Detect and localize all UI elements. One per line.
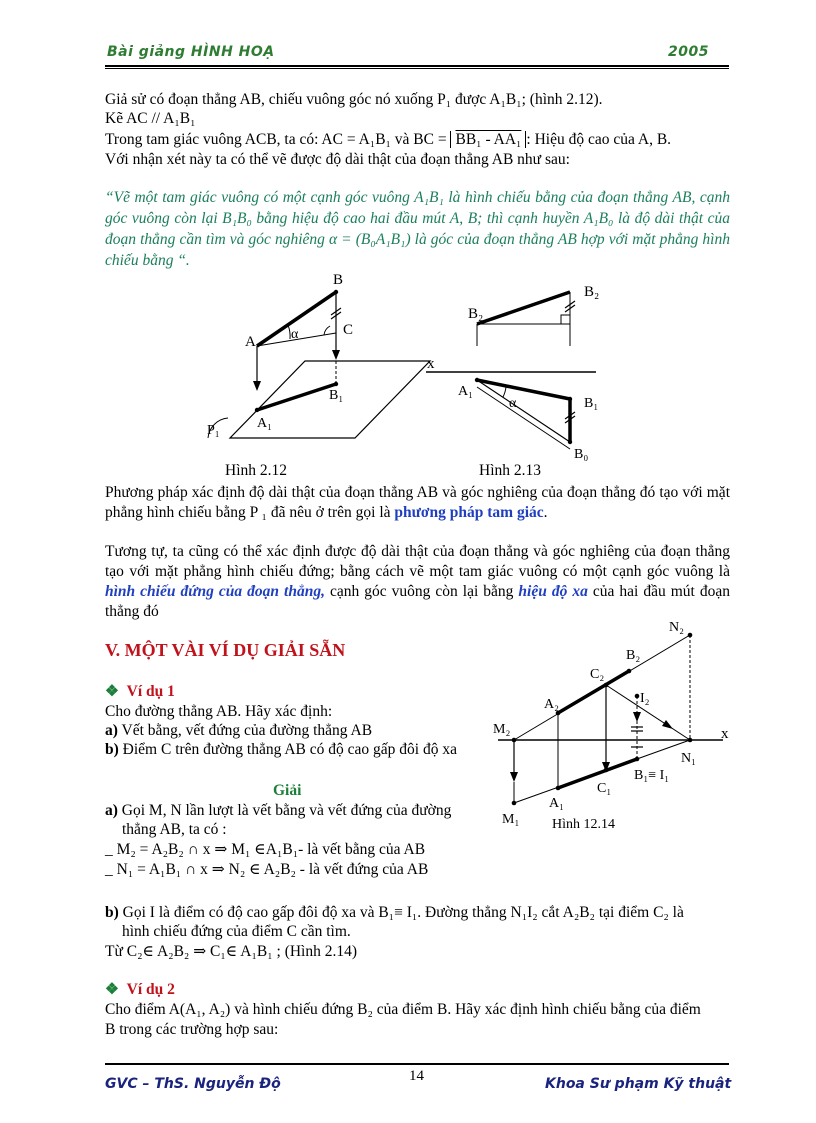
abs-value: [450, 131, 526, 148]
label-B2-right: B₂: [584, 284, 600, 300]
point-M1: [512, 801, 517, 806]
label-N1: N₁: [681, 751, 696, 766]
abs-value-text: BB₁ - AA₁: [455, 131, 522, 148]
example-2-heading: [105, 980, 175, 1000]
para1-highlight: phương pháp tam giác: [394, 504, 544, 521]
label-B1: B₁: [329, 388, 344, 403]
label-A1: A₁: [549, 796, 564, 811]
point-A1b: [475, 378, 479, 382]
example-1-heading: [105, 682, 175, 702]
diamond-bullet-icon: ❖: [105, 683, 119, 700]
header-title: Bài giảng HÌNH HOẠ: [107, 44, 275, 60]
label-A: A: [245, 334, 256, 350]
label-x: x: [427, 356, 435, 372]
intro-line-3a: Trong tam giác vuông ACB, ta có: AC = A₁B₁ và BC =: [105, 131, 451, 148]
page-number: 14: [409, 1068, 424, 1084]
ex2-line-1: Cho điểm A(A₁, A₂) và hình chiếu đứng B₂ của điểm B. Hãy xác định hình chiếu bằng của điểm: [105, 1001, 701, 1018]
point-I2: [635, 694, 640, 699]
caption-2-13: Hình 2.13: [479, 462, 541, 479]
para2-a: Tương tự, ta cũng có thể xác định được độ dài thật của đoạn thẳng và góc nghiêng của đoạn thẳng tạo với mặt phẳng hình chiếu đứng; bằng cách vẽ một tam giác vuông có một cạnh góc vuông là: [105, 543, 730, 580]
para1-a: Phương pháp xác định độ dài thật của đoạn thẳng AB và góc nghiêng của đoạn thẳng đó tạo với mặt phẳng hình chiếu bằng P ₁ đã nêu ở trên gọi là: [105, 484, 730, 521]
intro-line-3b: : Hiệu độ cao của A, B.: [526, 131, 672, 148]
label-B: B: [333, 272, 344, 288]
sol-b-key: b): [105, 904, 119, 921]
quote-paragraph: “Vẽ một tam giác vuông có một cạnh góc vuông A₁B₁ là hình chiếu bằng của đoạn thẳng AB, cạnh góc vuông còn lại B₁B₀ bằng hiệu độ cao hai đầu mút A, B; thì cạnh huyền A₁B₀ là độ dài thật của đoạn thẳng cần tìm và góc nghiêng α = (B₀A₁B₁) là góc của đoạn thẳng AB hợp với mặt phẳng hình chiếu bằng “.: [105, 189, 730, 269]
para2-highlight-2: hiệu độ xa: [518, 583, 588, 600]
label-C: C: [343, 322, 354, 338]
label-M2: M₂: [493, 722, 511, 737]
ex1-a-text: Vết bằng, vết đứng của đường thẳng AB: [117, 722, 373, 739]
para2-c: cạnh góc vuông còn lại bằng: [324, 583, 519, 600]
header-rule: [105, 65, 729, 67]
figure-2-12: [207, 272, 430, 438]
figures-212-213: [190, 268, 670, 478]
header-year: 2005: [668, 44, 709, 60]
example-1-title: Ví dụ 1: [126, 683, 175, 700]
intro-line-3: [105, 130, 671, 150]
point-N2: [688, 633, 693, 638]
sol-b-line-1: [105, 903, 684, 923]
point-B1: [635, 757, 640, 762]
sol-b-line-2: hình chiếu đứng của điểm C cần tìm.: [122, 923, 351, 940]
point-B1: [334, 382, 338, 386]
point-B2: [627, 669, 632, 674]
ex2-line-2: B trong các trường hợp sau:: [105, 1021, 279, 1038]
figure-2-13: [426, 284, 599, 462]
point-B: [334, 290, 338, 294]
arrow-m: [510, 772, 518, 782]
ex1-a-key: a): [105, 722, 118, 739]
sol-a-text-1: Gọi M, N lần lượt là vết bằng và vết đứng của đường: [117, 802, 452, 819]
label-A1: A₁: [257, 416, 272, 431]
sol-a-line-1: [105, 801, 451, 821]
label-M1: M₁: [502, 812, 520, 827]
point-A1: [556, 786, 561, 791]
ex1-line-1: Cho đường thẳng AB. Hãy xác định:: [105, 703, 333, 720]
point-A1: [255, 408, 259, 412]
intro-line-4: Với nhận xét này ta có thể vẽ được độ dài thật của đoạn thẳng AB như sau:: [105, 151, 570, 168]
paragraph-similar: [105, 542, 730, 622]
label-N2: N₂: [669, 620, 684, 635]
sol-eq-1: _ M₂ = A₂B₂ ∩ x ⇒ M₁ ∈A₁B₁- là vết bằng của AB: [105, 841, 426, 858]
ex1-line-a: [105, 721, 372, 741]
sol-eq-2: _ N₁ = A₁B₁ ∩ x ⇒ N₂ ∈ A₂B₂ - là vết đứng của AB: [105, 861, 429, 878]
ex1-b-key: b): [105, 741, 119, 758]
segment-A2B2: [477, 292, 570, 324]
intro-line-2: Kẽ AC // A₁B₁: [105, 110, 196, 127]
arrow-i: [633, 712, 641, 722]
point-B0: [568, 440, 572, 444]
diamond-bullet-icon-2: ❖: [105, 981, 119, 998]
right-angle-mark: [561, 315, 570, 324]
intro-line-1: Giả sử có đoạn thẳng AB, chiếu vuông góc nó xuống P₁ được A₁B₁; (hình 2.12).: [105, 91, 603, 108]
sol-b-line-3: Từ C₂∈ A₂B₂ ⇒ C₁∈ A₁B₁ ; (Hình 2.14): [105, 943, 358, 960]
figure-12-14: [488, 616, 750, 844]
label-alpha-b: α: [509, 396, 517, 411]
sol-b-text-1: Gọi I là điểm có độ cao gấp đôi độ xa và B₁≡ I₁. Đường thẳng N₁I₂ cắt A₂B₂ tại điểm C₂ là: [118, 904, 684, 921]
label-B2: B₂: [626, 648, 641, 663]
alpha-arc-b: [503, 387, 506, 397]
label-B1b: B₁: [584, 396, 599, 411]
footer-faculty: Khoa Sư phạm Kỹ thuật: [545, 1076, 732, 1092]
para2-e: của hai đầu mút đoạn thẳng đó: [105, 583, 730, 620]
arrow-n1i2: [662, 720, 673, 729]
ex1-b-text: Điểm C trên đường thẳng AB có độ cao gấp đôi độ xa: [118, 741, 457, 758]
label-B1I1: B₁≡ I₁: [634, 768, 670, 783]
label-A2: A₂: [544, 697, 559, 712]
caption-12-14: Hình 12.14: [552, 817, 615, 832]
point-C2: [604, 683, 609, 688]
point-C1: [604, 768, 609, 773]
para1-c: .: [543, 504, 548, 521]
label-x: x: [721, 726, 729, 742]
sol-a-line-2: thẳng AB, ta có :: [122, 821, 227, 838]
arrow-a: [253, 381, 261, 391]
label-A1b: A₁: [458, 384, 473, 399]
label-I2: I₂: [640, 691, 650, 706]
footer-rule: [105, 1063, 729, 1065]
point-B1b: [568, 397, 572, 401]
caption-2-12: Hình 2.12: [225, 462, 287, 479]
point-N1: [688, 738, 693, 743]
para2-highlight-1: hình chiếu đứng của đoạn thẳng,: [105, 583, 325, 600]
header-rule-thin: [105, 68, 729, 69]
label-C1: C₁: [597, 781, 612, 796]
footer-author: GVC – ThS. Nguyễn Độ: [105, 1076, 281, 1092]
label-alpha: α: [291, 327, 299, 342]
segment-A1B1: [257, 384, 336, 410]
label-B2-left: B₂: [468, 306, 484, 322]
paragraph-triangle-method: [105, 483, 730, 523]
label-C2: C₂: [590, 667, 605, 682]
point-M2: [512, 738, 517, 743]
section-heading: V. MỘT VÀI VÍ DỤ GIẢI SẴN: [105, 640, 346, 660]
label-P1: P₁: [207, 423, 220, 438]
alpha-arc: [288, 325, 290, 339]
arrow-b: [332, 350, 340, 360]
label-B0: B₀: [574, 447, 589, 462]
ex1-line-b: [105, 740, 457, 760]
example-2-title: Ví dụ 2: [126, 981, 175, 998]
sol-a-key: a): [105, 802, 118, 819]
solution-heading: Giải: [273, 782, 302, 799]
